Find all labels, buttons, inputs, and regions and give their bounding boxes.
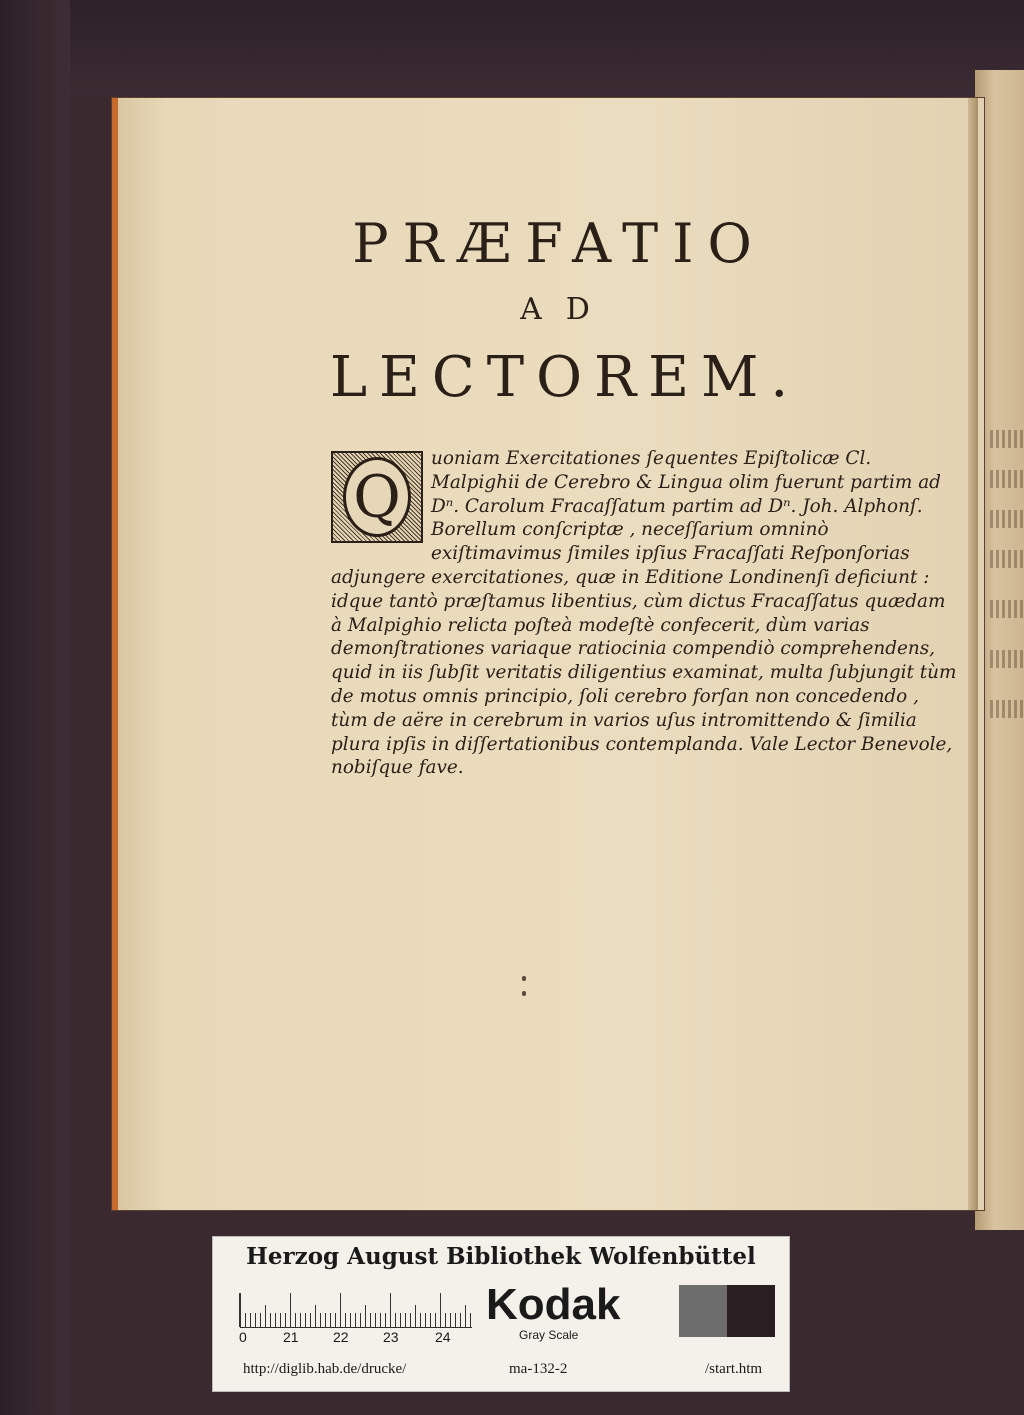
ruler-tick [295,1313,296,1327]
ruler-tick [370,1313,371,1327]
ruler-tick [305,1313,306,1327]
preface-text: uoniam Exercitationes ſequentes Epiſtolicæ Cl. Malpighii de Cerebro & Lingua olim fuerunt partim ad Dⁿ. Carolum Fracaſſatum partim ad Dⁿ. Joh. Alphonſ. Borellum conſcriptæ , neceſſarium omninò exiſtimavimus ſimiles ipſius Fracaſſati Reſponſorias adjungere exercitationes, quæ in Editione Londinenſi deficiunt : idque tantò præſtamus libentius, cùm dictus Fracaſſatus quædam à Malpighio relicta poſteà modeſtè confecerit, dùm varias demonſtrationes variaque ratiocinia compendiò comprehendens, quid in iis ſubſit veritatis diligentius examinat, multa ſubjungit tùm de motus omnis principio, ſoli cerebro forſan non concedendo , tùm de aëre in cerebrum in varios uſus intromittendo & ſimilia plura ipſis in diſſertationibus contemplanda. Vale Lector Benevole, nobiſque fave. [331,448,957,779]
ruler-scale [239,1293,472,1327]
ruler-tick [245,1313,246,1327]
ruler-number: 22 [333,1329,349,1345]
url-right: /start.htm [705,1361,763,1377]
ink-speck [522,976,526,981]
adjacent-page-text [990,510,1024,528]
adjacent-page-text [990,430,1024,448]
kodak-logo: Kodak [486,1280,621,1329]
ruler-tick [400,1313,401,1327]
adjacent-page-text [990,600,1024,618]
ruler-tick [430,1313,431,1327]
adjacent-page-text [990,550,1024,568]
ruler-tick [290,1293,291,1327]
ink-speck [522,991,526,996]
library-name: Herzog August Bibliothek Wolfenbüttel [246,1243,756,1270]
ruler-base [240,1327,472,1328]
ruler-tick [470,1313,471,1327]
ruler-tick [380,1313,381,1327]
ruler-tick [465,1305,466,1327]
url-left: http://diglib.hab.de/drucke/ [243,1361,407,1377]
ruler-tick [240,1293,241,1327]
ruler-tick [455,1313,456,1327]
scan-background-left [0,0,70,1415]
ruler-tick [355,1313,356,1327]
ruler-tick [275,1313,276,1327]
ruler-tick [335,1313,336,1327]
ruler-tick [350,1313,351,1327]
ruler-tick [250,1313,251,1327]
ruler-tick [330,1313,331,1327]
ruler-tick [340,1293,341,1327]
ruler-tick [285,1313,286,1327]
title-ad: AD [520,292,614,327]
ruler-tick [325,1313,326,1327]
library-color-target [212,1236,790,1392]
adjacent-page-text [990,700,1024,718]
ruler-tick [265,1305,266,1327]
ruler-tick [255,1313,256,1327]
ruler-tick [390,1293,391,1327]
ruler-tick [425,1313,426,1327]
ruler-number: 23 [383,1329,399,1345]
ruler-tick [345,1313,346,1327]
ruler-tick [395,1313,396,1327]
initial-indent [331,447,431,543]
ruler-tick [300,1313,301,1327]
ruler-number: 0 [239,1329,247,1345]
shelfmark: ma-132-2 [509,1361,568,1377]
ruler-tick [360,1313,361,1327]
title-praefatio: PRÆFATIO [352,212,766,275]
ruler-tick [435,1313,436,1327]
ruler-tick [405,1313,406,1327]
ruler-tick [270,1313,271,1327]
gray-swatch-dark [727,1285,775,1337]
ruler-tick [410,1313,411,1327]
ruler-tick [420,1313,421,1327]
ruler-tick [415,1305,416,1327]
title-lectorem: LECTOREM. [329,345,801,410]
gray-swatch-mid [679,1285,727,1337]
ruler-tick [445,1313,446,1327]
ruler-tick [280,1313,281,1327]
scan-background [0,0,1024,95]
ruler-tick [310,1313,311,1327]
ruler-tick [320,1313,321,1327]
ruler-tick [365,1305,366,1327]
ruler-tick [260,1313,261,1327]
preface-body [331,447,957,780]
gray-scale-label: Gray Scale [519,1328,579,1342]
initial-letter: Q [343,457,411,537]
ruler-tick [375,1313,376,1327]
ruler-number: 21 [283,1329,299,1345]
adjacent-page-text [990,470,1024,488]
ruler-tick [385,1313,386,1327]
adjacent-page-text [990,650,1024,668]
ruler-tick [315,1305,316,1327]
ruler-tick [440,1293,441,1327]
ruler-tick [450,1313,451,1327]
ruler-number: 24 [435,1329,451,1345]
ruler-tick [460,1313,461,1327]
